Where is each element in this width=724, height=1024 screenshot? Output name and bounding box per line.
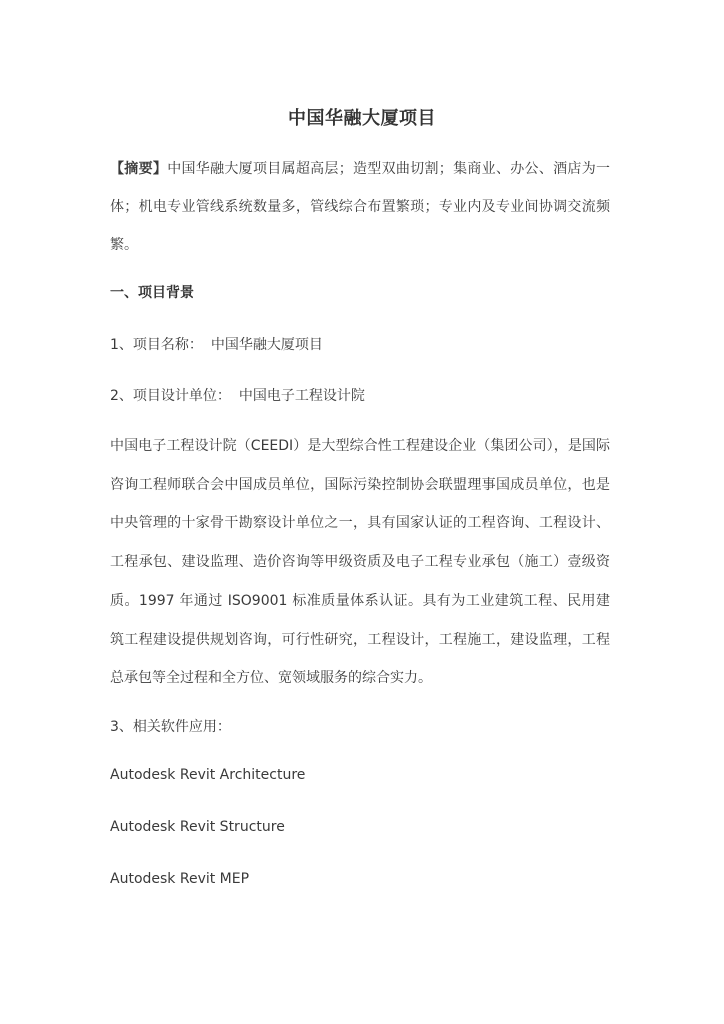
design-unit-value: 中国电子工程设计院 xyxy=(238,388,365,404)
software-heading: 3、相关软件应用： xyxy=(110,719,231,735)
software-item: Autodesk Revit Architecture xyxy=(110,767,306,783)
design-unit-line xyxy=(110,385,365,405)
company-description: 中国电子工程设计院（CEEDI）是大型综合性工程建设企业（集团公司），是国际咨询工程师联合会中国成员单位，国际污染控制协会联盟理事国成员单位，也是中央管理的十家骨干勘察设计单位之一，具有国家认证的工程咨询、工程设计、工程承包、建设监理、造价咨询等甲级资质及电子工程专业承包（施工）壹级资质。1997 年通过 ISO9001 标准质量体系认证。具有为工业建筑工程、民用建筑工程建设提供规划咨询，可行性研究，工程设计，工程施工，建设监理，工程总承包等全过程和全方位、宽领域服务的综合实力。 xyxy=(110,438,610,687)
project-name-line xyxy=(110,334,323,354)
project-name-value: 中国华融大厦项目 xyxy=(210,337,323,353)
abstract-text: 中国华融大厦项目属超高层；造型双曲切割；集商业、办公、酒店为一体；机电专业管线系统数量多，管线综合布置繁琐；专业内及专业间协调交流频繁。 xyxy=(110,161,611,253)
software-item: Autodesk Revit MEP xyxy=(110,871,250,887)
document-title: 中国华融大厦项目 xyxy=(288,108,436,129)
abstract-lead: 【摘要】 xyxy=(110,161,168,177)
project-name-label: 1、项目名称： xyxy=(110,337,203,353)
abstract-paragraph xyxy=(110,150,610,264)
section-heading-background: 一、项目背景 xyxy=(110,285,194,301)
design-unit-label: 2、项目设计单位： xyxy=(110,388,231,404)
software-item: Autodesk Revit Structure xyxy=(110,819,285,835)
